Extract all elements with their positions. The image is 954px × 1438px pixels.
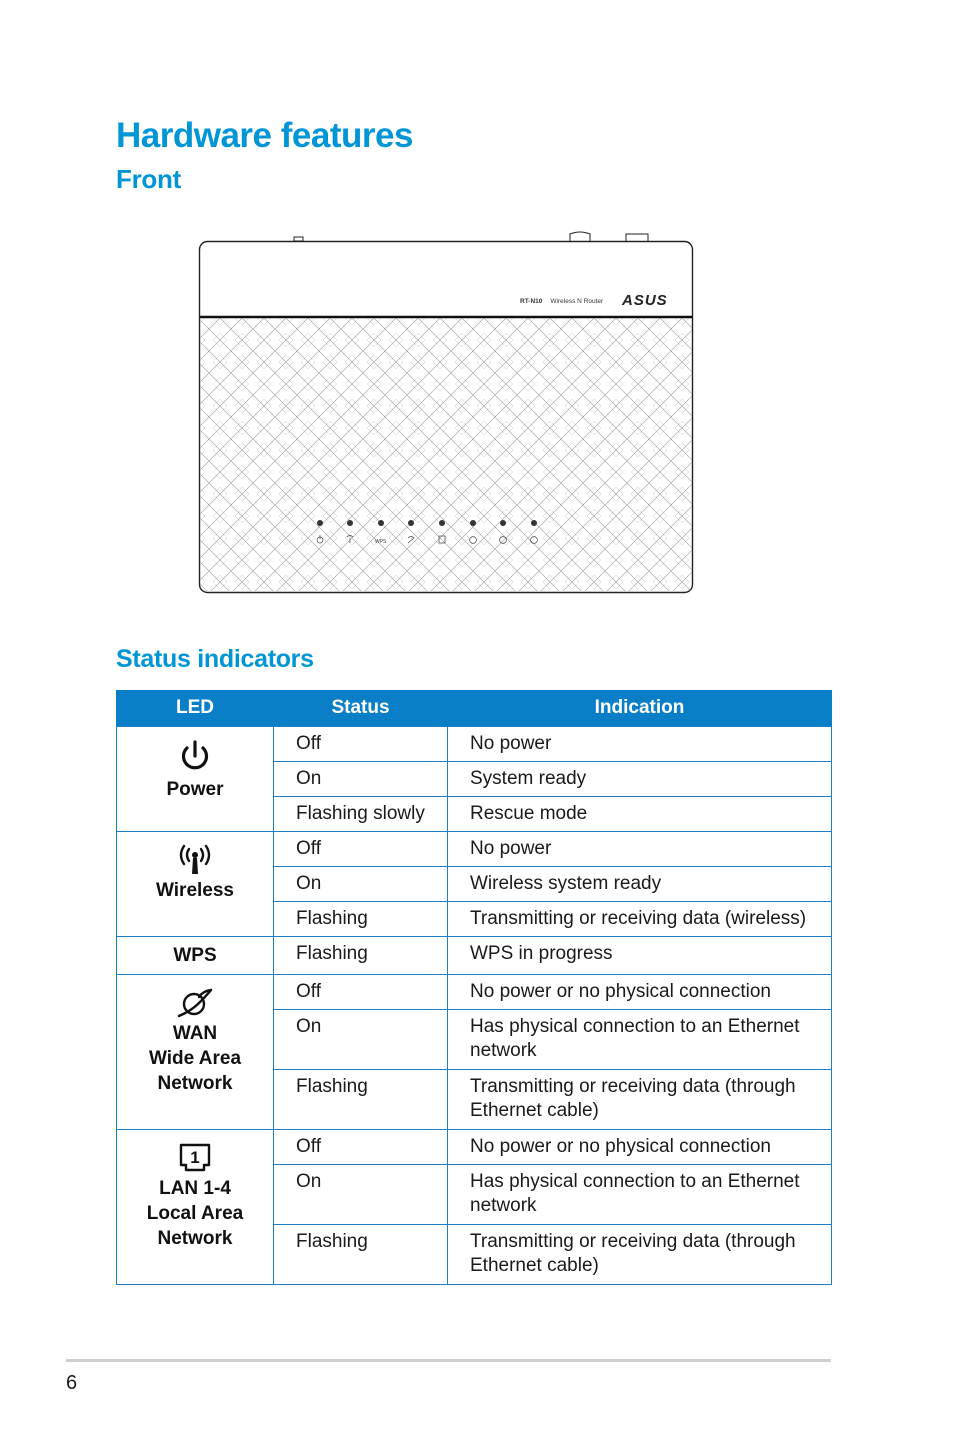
- indication-cell: WPS in progress: [448, 937, 832, 975]
- led-cell-lan: [117, 1130, 274, 1285]
- header-indication: Indication: [448, 690, 832, 727]
- router-model-label: [520, 298, 603, 305]
- table-header-row: [117, 690, 832, 727]
- led-cell-wireless: [117, 832, 274, 937]
- indication-cell: No power: [448, 727, 832, 762]
- status-indicators-heading: Status indicators: [116, 645, 314, 673]
- led-label: WAN: [172, 1023, 218, 1044]
- status-cell: On: [274, 1165, 448, 1225]
- status-cell: On: [274, 1010, 448, 1070]
- status-cell: On: [274, 867, 448, 902]
- status-cell: Flashing: [274, 937, 448, 975]
- header-led: LED: [117, 690, 274, 727]
- led-cell-power: [117, 727, 274, 832]
- indication-cell: Has physical connection to an Ethernet network: [448, 1165, 832, 1225]
- led-label: Local Area: [146, 1203, 244, 1224]
- header-status: Status: [274, 690, 448, 727]
- wireless-icon: [178, 844, 212, 876]
- indication-cell: Has physical connection to an Ethernet network: [448, 1010, 832, 1070]
- status-cell: Off: [274, 1130, 448, 1165]
- status-cell: Flashing: [274, 1225, 448, 1285]
- wan-icon: [177, 987, 213, 1019]
- status-cell: Flashing: [274, 902, 448, 937]
- led-label: Wide Area: [148, 1048, 242, 1069]
- status-cell: Off: [274, 975, 448, 1010]
- indication-cell: Transmitting or receiving data (through Ethernet cable): [448, 1225, 832, 1285]
- lan-icon: [178, 1142, 212, 1174]
- asus-logo: ASUS: [622, 292, 668, 309]
- footer-divider: [66, 1359, 831, 1362]
- router-product-name: Wireless N Router: [550, 298, 604, 305]
- indication-cell: Wireless system ready: [448, 867, 832, 902]
- table-row: [117, 975, 832, 1010]
- status-cell: Off: [274, 727, 448, 762]
- led-label: Power: [166, 779, 224, 800]
- indication-cell: Transmitting or receiving data (through Ethernet cable): [448, 1070, 832, 1130]
- led-label: Network: [157, 1073, 233, 1094]
- table-row: [117, 727, 832, 762]
- table-row: [117, 832, 832, 867]
- status-cell: On: [274, 762, 448, 797]
- led-cell-wan: [117, 975, 274, 1130]
- led-label: Network: [157, 1228, 233, 1249]
- indication-cell: No power: [448, 832, 832, 867]
- status-cell: Off: [274, 832, 448, 867]
- power-icon: [178, 739, 212, 775]
- table-row: [117, 937, 832, 975]
- table-row: [117, 1130, 832, 1165]
- indication-cell: No power or no physical connection: [448, 1130, 832, 1165]
- router-front-illustration: [198, 230, 694, 594]
- front-heading: Front: [116, 164, 181, 194]
- led-label: WPS: [173, 945, 217, 966]
- status-cell: Flashing slowly: [274, 797, 448, 832]
- router-model: RT-N10: [520, 298, 543, 305]
- router-wps-label: WPS: [375, 539, 387, 545]
- indication-cell: Transmitting or receiving data (wireless): [448, 902, 832, 937]
- indication-cell: Rescue mode: [448, 797, 832, 832]
- page-number: 6: [66, 1372, 78, 1394]
- led-label: Wireless: [156, 880, 234, 901]
- status-indicators-table: [116, 690, 832, 1285]
- page-title: Hardware features: [116, 116, 413, 155]
- led-label: LAN 1-4: [159, 1178, 231, 1199]
- indication-cell: System ready: [448, 762, 832, 797]
- lan-icon-number: 1: [190, 1148, 200, 1167]
- led-cell-wps: [117, 937, 274, 975]
- indication-cell: No power or no physical connection: [448, 975, 832, 1010]
- status-cell: Flashing: [274, 1070, 448, 1130]
